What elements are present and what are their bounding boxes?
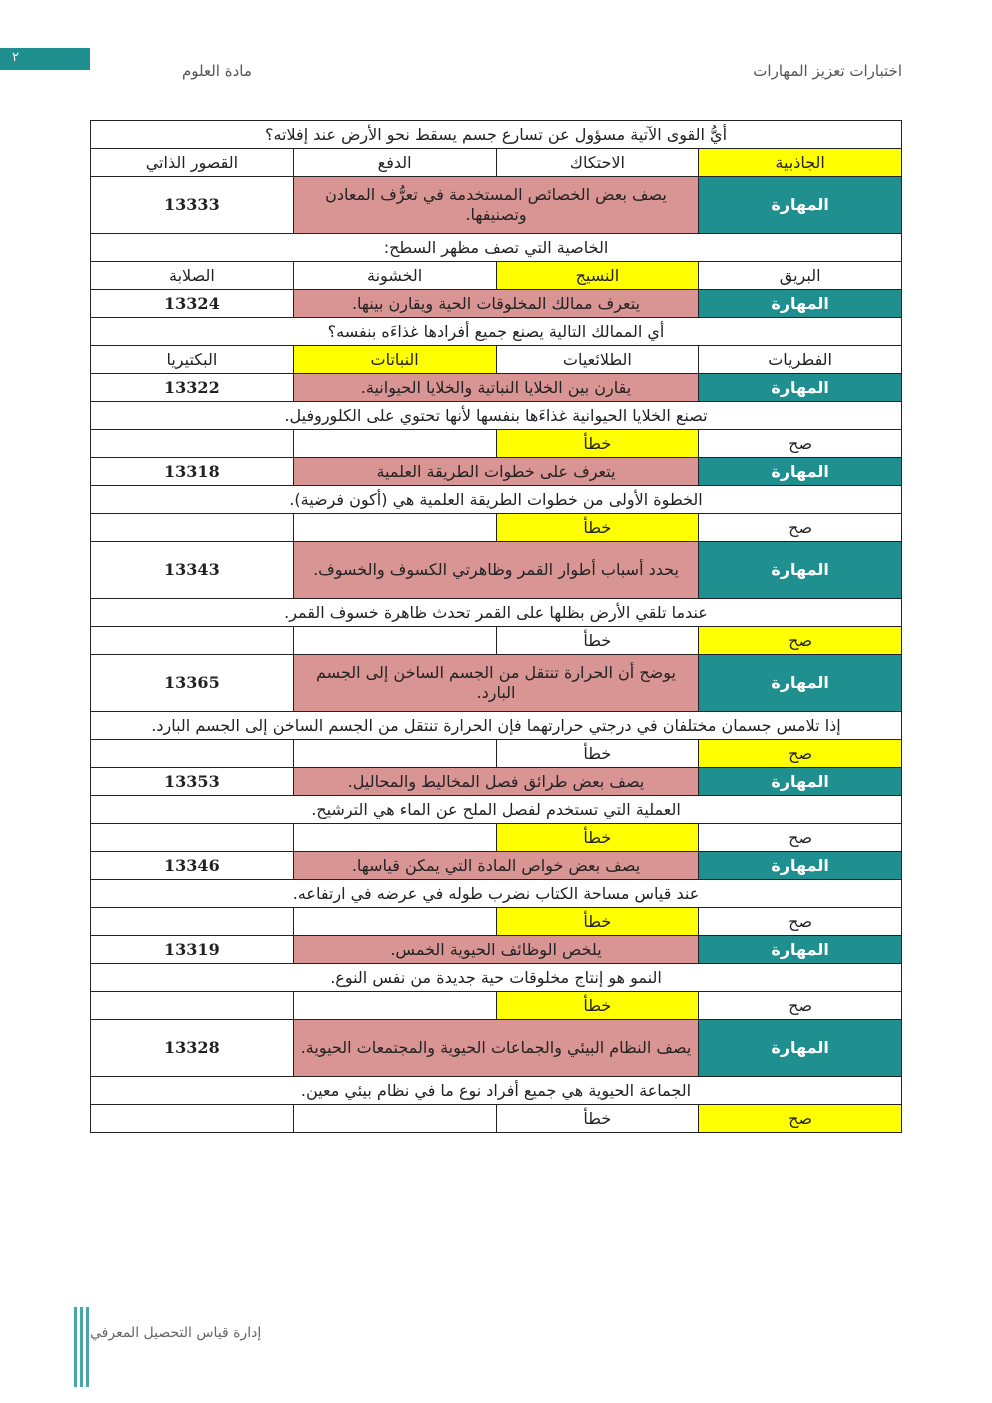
options-row (91, 908, 902, 936)
skills-table (90, 120, 902, 1133)
option-cell: القصور الذاتي (91, 149, 294, 177)
header-subject: مادة العلوم (182, 62, 252, 80)
skill-row (91, 374, 902, 402)
question-row (91, 796, 902, 824)
option-cell: صح (699, 514, 902, 542)
skill-code: 13328 (91, 1020, 294, 1077)
header-title: اختبارات تعزيز المهارات (753, 62, 902, 80)
skill-row (91, 177, 902, 234)
option-cell: صح (699, 430, 902, 458)
option-cell: خطأ (496, 627, 699, 655)
option-cell: صح (699, 824, 902, 852)
skill-description: يصف بعض خواص المادة التي يمكن قياسها. (293, 852, 699, 880)
question-row (91, 121, 902, 149)
page-number: ٢ (12, 50, 19, 65)
footer-decoration (74, 1307, 90, 1387)
options-row (91, 992, 902, 1020)
option-cell (293, 992, 496, 1020)
skill-row (91, 1020, 902, 1077)
skill-code: 13333 (91, 177, 294, 234)
options-row (91, 1105, 902, 1133)
skill-code: 13318 (91, 458, 294, 486)
skill-row (91, 458, 902, 486)
option-cell: خطأ (496, 992, 699, 1020)
question-text: الخطوة الأولى من خطوات الطريقة العلمية هي (أكون فرضية). (91, 486, 902, 514)
option-cell: الفطريات (699, 346, 902, 374)
option-cell (293, 908, 496, 936)
question-row (91, 599, 902, 627)
option-cell: البكتيريا (91, 346, 294, 374)
skill-label: المهارة (699, 655, 902, 712)
options-row (91, 262, 902, 290)
option-cell (293, 627, 496, 655)
skill-label: المهارة (699, 290, 902, 318)
question-text: أي الممالك التالية يصنع جميع أفرادها غذاءَه بنفسه؟ (91, 318, 902, 346)
skill-description: يصف بعض الخصائص المستخدمة في تعرُّف المعادن وتصنيفها. (293, 177, 699, 234)
option-cell: الاحتكاك (496, 149, 699, 177)
option-cell (293, 514, 496, 542)
option-cell (91, 514, 294, 542)
options-row (91, 824, 902, 852)
skill-description: يصف النظام البيئي والجماعات الحيوية والمجتمعات الحيوية. (293, 1020, 699, 1077)
skill-row (91, 655, 902, 712)
option-cell (293, 1105, 496, 1133)
question-text: أيُّ القوى الآتية مسؤول عن تسارع جسم يسقط نحو الأرض عند إفلاته؟ (91, 121, 902, 149)
skill-label: المهارة (699, 542, 902, 599)
options-row (91, 430, 902, 458)
option-cell: خطأ (496, 430, 699, 458)
skill-description: يتعرف على خطوات الطريقة العلمية (293, 458, 699, 486)
question-text: العملية التي تستخدم لفصل الملح عن الماء هي الترشيح. (91, 796, 902, 824)
question-text: إذا تلامس جسمان مختلفان في درجتي حرارتهما فإن الحرارة تنتقل من الجسم الساخن إلى الجسم البارد. (91, 712, 902, 740)
skill-description: يقارن بين الخلايا النباتية والخلايا الحيوانية. (293, 374, 699, 402)
option-cell: الدفع (293, 149, 496, 177)
option-cell (293, 740, 496, 768)
skill-code: 13353 (91, 768, 294, 796)
option-cell: خطأ (496, 740, 699, 768)
question-text: عندما تلقي الأرض بظلها على القمر تحدث ظاهرة خسوف القمر. (91, 599, 902, 627)
option-cell: الخشونة (293, 262, 496, 290)
options-row (91, 514, 902, 542)
question-text: النمو هو إنتاج مخلوقات حية جديدة من نفس النوع. (91, 964, 902, 992)
skill-label: المهارة (699, 177, 902, 234)
question-row (91, 964, 902, 992)
option-cell (293, 430, 496, 458)
skill-description: يتعرف ممالك المخلوقات الحية ويقارن بينها. (293, 290, 699, 318)
question-row (91, 1077, 902, 1105)
question-row (91, 234, 902, 262)
skill-row (91, 542, 902, 599)
skill-description: يحدد أسباب أطوار القمر وظاهرتي الكسوف والخسوف. (293, 542, 699, 599)
skill-code: 13324 (91, 290, 294, 318)
option-cell: خطأ (496, 908, 699, 936)
option-cell: صح (699, 740, 902, 768)
option-cell: النباتات (293, 346, 496, 374)
skill-label: المهارة (699, 458, 902, 486)
option-cell: النسيج (496, 262, 699, 290)
skill-code: 13346 (91, 852, 294, 880)
skill-code: 13343 (91, 542, 294, 599)
option-cell (91, 824, 294, 852)
footer-text: إدارة قياس التحصيل المعرفي (90, 1325, 262, 1341)
skill-code: 13322 (91, 374, 294, 402)
skill-row (91, 936, 902, 964)
question-text: الخاصية التي تصف مظهر السطح: (91, 234, 902, 262)
skill-label: المهارة (699, 936, 902, 964)
skill-label: المهارة (699, 852, 902, 880)
option-cell: الصلابة (91, 262, 294, 290)
question-row (91, 318, 902, 346)
option-cell: صح (699, 992, 902, 1020)
skill-description: يوضح أن الحرارة تنتقل من الجسم الساخن إلى الجسم البارد. (293, 655, 699, 712)
option-cell: الجاذبية (699, 149, 902, 177)
skill-row (91, 768, 902, 796)
option-cell (91, 627, 294, 655)
option-cell (91, 430, 294, 458)
options-row (91, 740, 902, 768)
skill-code: 13365 (91, 655, 294, 712)
option-cell: البريق (699, 262, 902, 290)
option-cell (91, 1105, 294, 1133)
options-row (91, 627, 902, 655)
question-text: عند قياس مساحة الكتاب نضرب طوله في عرضه في ارتفاعه. (91, 880, 902, 908)
option-cell (293, 824, 496, 852)
option-cell: صح (699, 627, 902, 655)
option-cell (91, 992, 294, 1020)
question-row (91, 486, 902, 514)
option-cell (91, 908, 294, 936)
options-row (91, 149, 902, 177)
option-cell: خطأ (496, 824, 699, 852)
option-cell: خطأ (496, 1105, 699, 1133)
option-cell: خطأ (496, 514, 699, 542)
skill-code: 13319 (91, 936, 294, 964)
skill-row (91, 290, 902, 318)
option-cell: صح (699, 1105, 902, 1133)
skill-label: المهارة (699, 768, 902, 796)
question-row (91, 880, 902, 908)
question-row (91, 402, 902, 430)
question-row (91, 712, 902, 740)
option-cell (91, 740, 294, 768)
options-row (91, 346, 902, 374)
skill-row (91, 852, 902, 880)
skill-label: المهارة (699, 374, 902, 402)
skill-label: المهارة (699, 1020, 902, 1077)
option-cell: الطلائعيات (496, 346, 699, 374)
skill-description: يصف بعض طرائق فصل المخاليط والمحاليل. (293, 768, 699, 796)
skill-description: يلخص الوظائف الحيوية الخمس. (293, 936, 699, 964)
question-text: تصنع الخلايا الحيوانية غذاءَها بنفسها لأنها تحتوي على الكلوروفيل. (91, 402, 902, 430)
option-cell: صح (699, 908, 902, 936)
question-text: الجماعة الحيوية هي جميع أفراد نوع ما في نظام بيئي معين. (91, 1077, 902, 1105)
